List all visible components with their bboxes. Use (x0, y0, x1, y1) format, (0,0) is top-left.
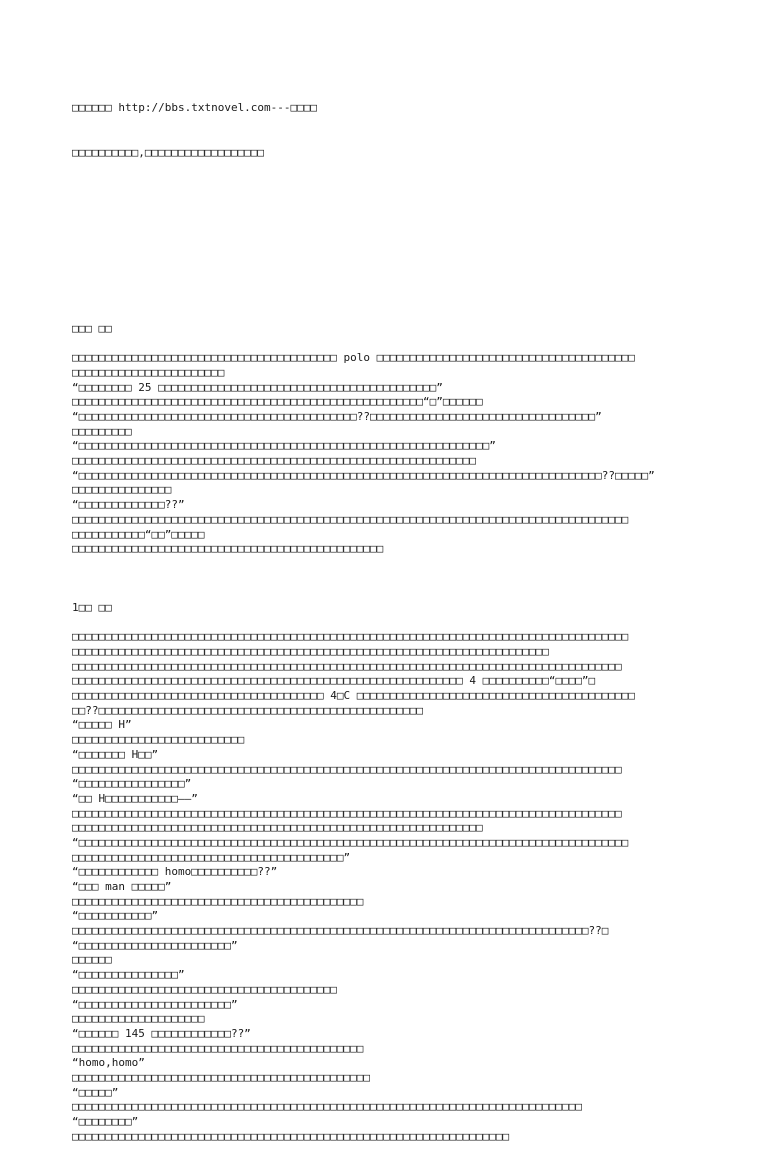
text-line: □□□□□□□□□□□□□□□□□□□□□□□□□□□□□□□□□□□□□□□□□□□□ (72, 1041, 364, 1055)
text-line: “□□□□□□□□□□□□□□□□” (72, 777, 192, 791)
notice-line: □□□□□□□□□□,□□□□□□□□□□□□□□□□□□ (72, 145, 265, 159)
text-line: □□□□□□□□□□□□□□□□□□□□□□□□□□□□□□□□□□□□□□□□□□□□□□□□□□□□□□□□□□□□□ (72, 454, 476, 468)
text-line: □□□□□□□□□□□□□□□□□□□□□□□□□□□□□□□□□□□□□□□□ (72, 982, 337, 996)
spacer (72, 190, 712, 205)
text-line: “□□□□□□ 145 □□□□□□□□□□□□??” (72, 1026, 251, 1040)
text-line: □□□□□□□□□□□□□□□□□□□□□□□□□□□□□□□□□□□□□□□□□□□□□□□□□□□□□□□□□□□□□□□□□□□□□□□□□□□□□□□□□□□□ (72, 512, 629, 526)
text-line: “□□□□□□□ H□□” (72, 747, 159, 761)
text-line: □□??□□□□□□□□□□□□□□□□□□□□□□□□□□□□□□□□□□□□□□□□□□□□□□□□□ (72, 703, 423, 717)
text-line: “□□□□□□□□□□□□□□□” (72, 968, 185, 982)
text-line: □□□□□□□□□□□“□□”□□□□□ (72, 527, 205, 541)
text-line: □□□□□□□□□□□□□□□□□□□□□□□□□□□□□□□□□□□□□□□□ polo □□□□□□□□□□□□□□□□□□□□□□□□□□□□□□□□□□□□□□□ (72, 351, 635, 365)
text-line: “□□□ man □□□□□” (72, 880, 172, 893)
spacer (72, 278, 712, 293)
text-line: “□□□□□□□□” (72, 1115, 139, 1128)
document-page (72, 72, 712, 1159)
spacer (72, 572, 712, 587)
text-line: □□□□□□□□□□□□□□□□□□□□□□□□□□□□□□□□□□□□□□ 4□C □□□□□□□□□□□□□□□□□□□□□□□□□□□□□□□□□□□□□□□□□□ (72, 689, 635, 703)
text-line: □□□□□□□□□□□□□□□□□□□□□□□□□□□□□□□□□□□□□□□□□” (72, 850, 351, 864)
section-heading: 1□□ □□ (72, 600, 112, 614)
text-line: □□□□□□□□□□□□□□□□□□□□□□□□□□□□□□□□□□□□□□□□□□□□□□□□□□□□□□□□□□□□□□□□□□ (72, 1129, 510, 1143)
text-line: □□□□□□□□□□□□□□□ (72, 483, 172, 497)
text-line: □□□□□□□□□□□□□□□□□□□□□□□□□□□□□□□□□□□□□□□□□□□□□□□□□□□□□□□□□□□□□□□□□□□□□□□□□□□□□□??□ (72, 924, 609, 938)
text-line: “homo,homo” (72, 1056, 145, 1070)
text-line: “□□□□□□□□ 25 □□□□□□□□□□□□□□□□□□□□□□□□□□□□□□□□□□□□□□□□□□” (72, 380, 443, 394)
text-line: “□□□□□□□□□□□□□□□□□□□□□□□□□□□□□□□□□□□□□□□□□□□□□□□□□□□□□□□□□□□□□□□□□□□□□□□□□□□□□□□??□□□□□” (72, 468, 655, 482)
text-line: □□□□□□□□□□□□□□□□□□□□□□□□□□□□□□□□□□□□□□□□□□□□□ (72, 1070, 371, 1084)
text-line: “□□□□□□□□□□□□□□□□□□□□□□□” (72, 938, 238, 952)
text-line: □□□□□□□□□□□□□□□□□□□□□□□□□□□□□□□□□□□□□□□□□□□□□□□□□□□□□□□□□□□□□□□□□□□□□□□□□□□□□□□□□□□□ (72, 630, 629, 644)
text-line: □□□□□□ (72, 953, 112, 967)
text-line: “□□□□□□□□□□□□□□□□□□□□□□□” (72, 997, 238, 1011)
text-line: □□□□□□□□□□□□□□□□□□□□□□□ (72, 365, 225, 379)
text-line: “□□□□□” (72, 1085, 119, 1099)
source-line: □□□□□□ http://bbs.txtnovel.com---□□□□ (72, 101, 318, 115)
spacer (72, 616, 712, 631)
text-line: □□□□□□□□□□□□□□□□□□□□□□□□□□□□□□□□□□□□□□□□□□□□□□□□□□□□□□□□□□□□□□ (72, 821, 483, 835)
text-line: □□□□□□□□□□□□□□□□□□□□□□□□□□□□□□□□□□□□□□□□□□□□□□□□□□□□□□□□□□□□□□□□□□□□□□□□□□□□□□□□□□□ (72, 659, 622, 673)
text-line: □□□□□□□□□□□□□□□□□□□□□□□□□□□□□□□□□□□□□□□□□□□□□□□□□□□□□“□”□□□□□□ (72, 395, 483, 409)
text-line: □□□□□□□□□□□□□□□□□□□□□□□□□□□□□□□□□□□□□□□□□□□□□□□□□□□□□□□□□□□ 4 □□□□□□□□□□“□□□□”□ (72, 674, 596, 688)
spacer (72, 586, 712, 601)
spacer (72, 234, 712, 249)
text-line: □□□□□□□□□□□□□□□□□□□□□□□□□□□□□□□□□□□□□□□□□□□□□□□□□□□□□□□□□□□□□□□□□□□□□□□□□□□□□□□□□□□ (72, 762, 622, 776)
spacer (72, 557, 712, 572)
text-line: “□□□□□□□□□□□□ homo□□□□□□□□□□??” (72, 865, 278, 879)
section-heading: □□□ □□ (72, 321, 112, 335)
text-line: □□□□□□□□□□□□□□□□□□□□□□□□□□□□□□□□□□□□□□□□□□□□□□□□□□□□□□□□□□□□□□□□□□□□□□□□□□□□□ (72, 1100, 582, 1114)
text-line: “□□□□□□□□□□□□□□□□□□□□□□□□□□□□□□□□□□□□□□□□□□??□□□□□□□□□□□□□□□□□□□□□□□□□□□□□□□□□□” (72, 410, 602, 423)
text-line: □□□□□□□□□□□□□□□□□□□□□□□□□□□□□□□□□□□□□□□□□□□□□□□ (72, 542, 384, 556)
text-line: “□□ H□□□□□□□□□□□——” (72, 791, 198, 805)
text-line: □□□□□□□□□□□□□□□□□□□□□□□□□□□□□□□□□□□□□□□□□□□□ (72, 894, 364, 908)
text-line: □□□□□□□□□□□□□□□□□□□□□□□□□□□□□□□□□□□□□□□□□□□□□□□□□□□□□□□□□□□□□□□□□□□□□□□□□□□□□□□□□□□ (72, 806, 622, 820)
spacer (72, 337, 712, 352)
text-line: □□□□□□□□□ (72, 424, 132, 438)
text-line: “□□□□□□□□□□□□□□□□□□□□□□□□□□□□□□□□□□□□□□□□□□□□□□□□□□□□□□□□□□□□□□□□□□□□□□□□□□□□□□□□□□□ (72, 835, 629, 849)
text-line: “□□□□□□□□□□□□□□□□□□□□□□□□□□□□□□□□□□□□□□□□□□□□□□□□□□□□□□□□□□□□□□” (72, 439, 496, 453)
text-line: “□□□□□ H” (72, 718, 132, 732)
document-body (72, 322, 712, 1145)
text-line: □□□□□□□□□□□□□□□□□□□□□□□□□□□□□□□□□□□□□□□□□□□□□□□□□□□□□□□□□□□□□□□□□□□□□□□□ (72, 645, 549, 658)
text-line: □□□□□□□□□□□□□□□□□□□□□□□□□□ (72, 733, 245, 747)
text-line: “□□□□□□□□□□□□□??” (72, 498, 185, 512)
text-line: □□□□□□□□□□□□□□□□□□□□ (72, 1012, 205, 1026)
text-line: “□□□□□□□□□□□” (72, 909, 159, 923)
